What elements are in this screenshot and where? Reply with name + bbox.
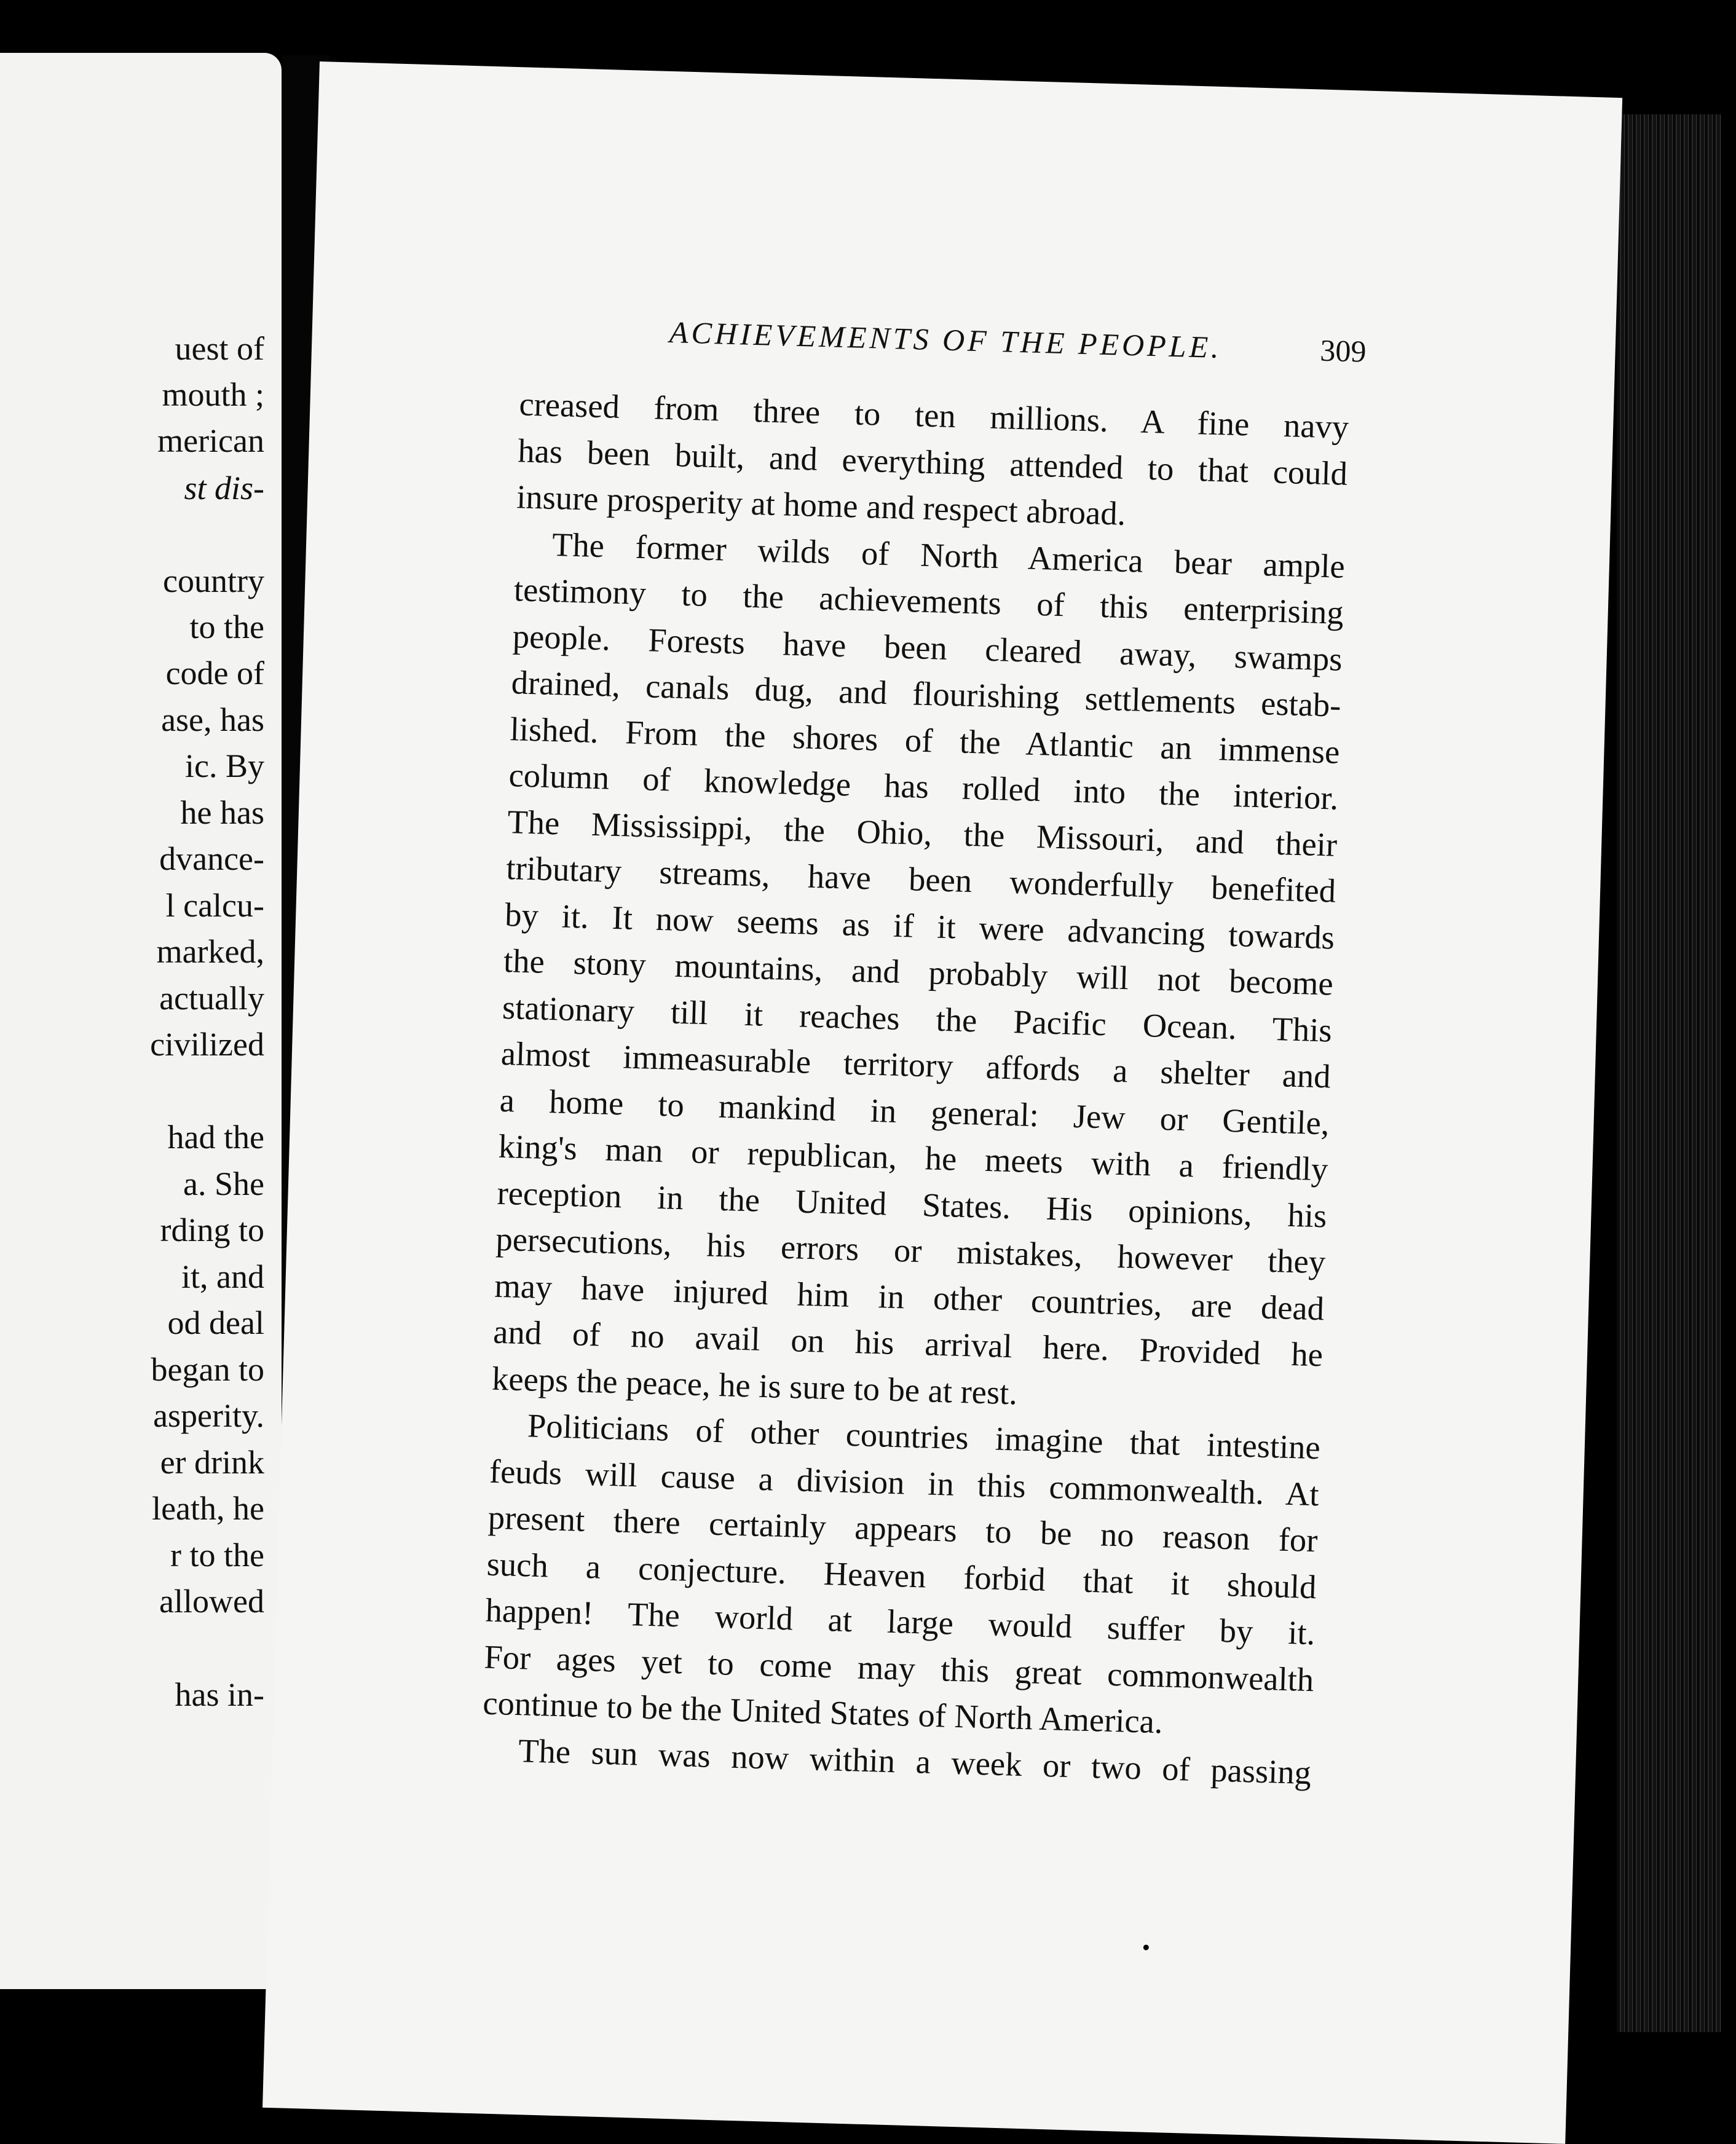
text-line: may have injured him in other countries, are dead — [494, 1266, 1325, 1327]
left-page-line: uest of — [175, 330, 264, 367]
left-page-line: od deal — [167, 1304, 264, 1341]
text-line: tributary streams, have been wonderfully benefited — [505, 848, 1336, 910]
text-line: creased from three to ten millions. A fine navy — [518, 385, 1349, 446]
left-page-line: had the — [167, 1119, 264, 1156]
left-page-line: merican — [157, 422, 264, 459]
text-line: reception in the United States. His opinions, his — [496, 1173, 1328, 1234]
page-number: 309 — [1319, 333, 1367, 369]
left-page-line: ase, has — [161, 701, 264, 738]
text-line: such a conjecture. Heaven forbid that it should — [486, 1545, 1317, 1606]
running-head: ACHIEVEMENTS OF THE PEOPLE. — [669, 315, 1223, 365]
left-page-line: er drink — [160, 1444, 264, 1481]
text-line: For ages yet to come may this great commonwealth — [483, 1637, 1314, 1698]
text-line: people. Forests have been cleared away, swamps — [512, 617, 1343, 678]
text-line: The Mississippi, the Ohio, the Missouri, and their — [507, 802, 1338, 864]
text-line: feuds will cause a division in this commonwealth. At — [489, 1452, 1320, 1513]
text-line: king's man or republican, he meets with a friendly — [497, 1127, 1329, 1188]
text-line: present there certainly appears to be no reason for — [487, 1498, 1319, 1559]
left-page-line: has in- — [175, 1676, 264, 1713]
text-line: the stony mountains, and probably will not become — [503, 941, 1334, 1003]
left-page-line: asperity. — [153, 1397, 264, 1434]
body-text — [481, 380, 1349, 1795]
left-page-line: leath, he — [152, 1490, 264, 1527]
left-page-line: dvance- — [159, 840, 264, 877]
left-page-line: st dis- — [184, 470, 264, 506]
text-line: and of no avail on his arrival here. Provided he — [492, 1312, 1324, 1374]
text-line: column of knowledge has rolled into the interior. — [508, 756, 1339, 817]
text-line: continue to be the United States of North America. — [482, 1684, 1164, 1741]
text-line: testimony to the achievements of this enterprising — [513, 570, 1344, 631]
left-page-line: a. She — [183, 1165, 264, 1202]
left-page-line: civilized — [150, 1026, 264, 1063]
text-line: has been built, and everything attended to that could — [517, 431, 1348, 492]
left-page-line: country — [163, 562, 264, 599]
text-line: drained, canals dug, and flourishing settlements estab- — [511, 663, 1342, 724]
text-line: The former wilds of North America bear ample — [551, 525, 1346, 585]
text-line: almost immeasurable territory affords a shelter and — [500, 1034, 1332, 1095]
left-page-line: to the — [189, 609, 264, 645]
left-page-line: ic. By — [185, 747, 264, 784]
left-page-line: it, and — [181, 1258, 264, 1295]
text-line: stationary till it reaches the Pacific Ocean. This — [502, 988, 1333, 1049]
left-page-line: r to the — [170, 1537, 264, 1574]
facing-page-left — [0, 53, 282, 1989]
left-page-line: allowed — [159, 1583, 264, 1620]
left-page-line: rding to — [160, 1212, 264, 1248]
text-line: The sun was now within a week or two of passing — [518, 1731, 1312, 1791]
text-line: lished. From the shores of the Atlantic an immense — [509, 709, 1341, 771]
left-page-line: he has — [180, 794, 264, 831]
left-page-line: actually — [159, 980, 264, 1017]
ink-speck — [1143, 1945, 1149, 1950]
left-page-line: l calcu- — [165, 887, 264, 924]
left-page-line: code of — [165, 655, 264, 692]
page-edges — [1617, 114, 1721, 2032]
page-309 — [262, 61, 1622, 2144]
text-line: by it. It now seems as if it were advancing towards — [504, 895, 1335, 956]
text-line: happen! The world at large would suffer by it. — [484, 1591, 1316, 1652]
text-line: persecutions, his errors or mistakes, however they — [495, 1220, 1326, 1281]
text-line: insure prosperity at home and respect abroad. — [516, 478, 1127, 532]
text-line: keeps the peace, he is sure to be at rest. — [491, 1359, 1018, 1412]
left-page-line: began to — [151, 1351, 264, 1388]
text-line: Politicians of other countries imagine that intestine — [527, 1406, 1321, 1467]
left-page-line: mouth ; — [162, 376, 264, 413]
text-line: a home to mankind in general: Jew or Gentile, — [499, 1081, 1330, 1142]
left-page-line: marked, — [156, 933, 264, 970]
